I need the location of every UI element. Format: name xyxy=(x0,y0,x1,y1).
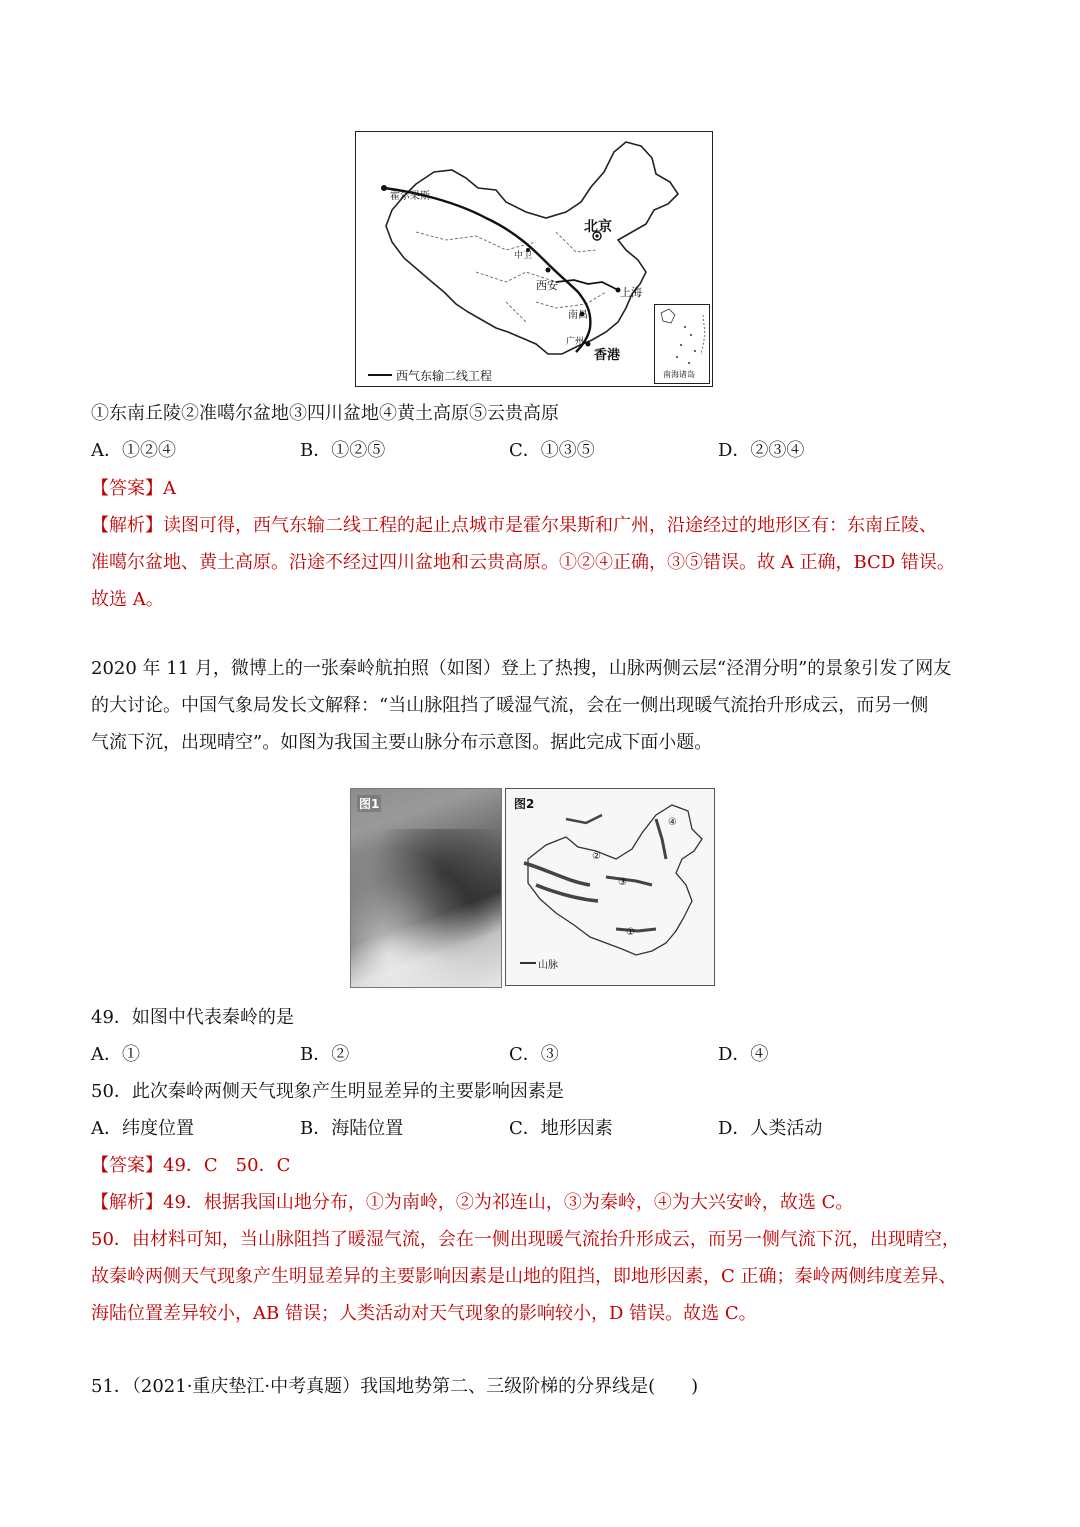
q48-analysis-line-1: 【解析】读图可得，西气东输二线工程的起止点城市是霍尔果斯和广州，沿途经过的地形区有：东南丘陵、 xyxy=(91,515,937,536)
q48-option-d: D．②③④ xyxy=(718,440,805,461)
figure2-tag: 图2 xyxy=(514,797,535,811)
mountain-map xyxy=(505,788,715,986)
q49-stem: 49．如图中代表秦岭的是 xyxy=(91,1007,294,1028)
q50-option-c: C．地形因素 xyxy=(509,1118,613,1139)
q48-option-a: A．①②④ xyxy=(91,440,176,461)
material-line-1: 2020 年 11 月，微博上的一张秦岭航拍照（如图）登上了热搜，山脉两侧云层“泾渭分明”的景象引发了网友 xyxy=(91,658,952,679)
figure1-tag: 图1 xyxy=(359,797,380,811)
inset-caption: 南海诸岛 xyxy=(663,370,695,379)
label-beijing: 北京 xyxy=(584,219,612,235)
q50-option-a: A．纬度位置 xyxy=(91,1118,194,1139)
q50-option-d: D．人类活动 xyxy=(718,1118,823,1139)
mark-2: ② xyxy=(592,851,601,862)
q51-stem: 51．（2021·重庆垫江·中考真题）我国地势第二、三级阶梯的分界线是( ) xyxy=(91,1376,699,1397)
q48-analysis-line-2: 准噶尔盆地、黄土高原。沿途不经过四川盆地和云贵高原。①②④正确，③⑤错误。故 A 正确，BCD 错误。 xyxy=(91,552,955,573)
qinling-figure xyxy=(350,788,715,986)
q50-option-b: B．海陆位置 xyxy=(300,1118,404,1139)
q49-option-d: D．④ xyxy=(718,1044,769,1065)
q49-50-analysis-line-1: 【解析】49．根据我国山地分布，①为南岭，②为祁连山，③为秦岭，④为大兴安岭，故选 C。 xyxy=(91,1192,854,1213)
q49-option-c: C．③ xyxy=(509,1044,559,1065)
mountain-legend: 山脉 xyxy=(538,960,558,971)
q48-option-c: C．①③⑤ xyxy=(509,440,595,461)
south-china-sea-inset xyxy=(654,304,710,384)
q50-stem: 50．此次秦岭两侧天气现象产生明显差异的主要影响因素是 xyxy=(91,1081,564,1102)
label-guangzhou: 广州 xyxy=(566,337,585,347)
map-legend: 西气东输二线工程 xyxy=(396,369,493,383)
material-line-2: 的大讨论。中国气象局发长文解释：“当山脉阻挡了暖湿气流，会在一侧出现暖气流抬升形成云，而另一侧 xyxy=(91,695,929,716)
q49-50-analysis-line-3: 故秦岭两侧天气现象产生明显差异的主要影响因素是山地的阻挡，即地形因素，C 正确；秦岭两侧纬度差异、 xyxy=(91,1266,957,1287)
mark-1: ① xyxy=(626,927,635,938)
label-xianggang: 香港 xyxy=(594,348,621,363)
label-nanchang: 南昌 xyxy=(568,310,588,321)
q49-50-analysis-line-4: 海陆位置差异较小，AB 错误；人类活动对天气现象的影响较小，D 错误。故选 C。 xyxy=(91,1303,757,1324)
aerial-photo xyxy=(350,788,502,988)
q48-answer: 【答案】A xyxy=(91,478,176,499)
q49-50-answer: 【答案】49．C 50．C xyxy=(91,1155,291,1176)
mark-3: ③ xyxy=(618,877,627,888)
label-zhongwei: 中卫 xyxy=(514,251,533,261)
pipeline-map-figure xyxy=(355,131,713,387)
q49-option-a: A．① xyxy=(91,1044,140,1065)
mark-4: ④ xyxy=(668,817,677,828)
q48-analysis-line-3: 故选 A。 xyxy=(91,589,164,610)
label-xian: 西安 xyxy=(536,279,558,292)
label-shanghai: 上海 xyxy=(620,286,642,299)
material-line-3: 气流下沉，出现晴空”。如图为我国主要山脉分布示意图。据此完成下面小题。 xyxy=(91,732,713,753)
q48-option-b: B．①②⑤ xyxy=(300,440,386,461)
label-huoerguosi: 霍尔果斯 xyxy=(390,191,430,202)
q48-choices-line: ①东南丘陵②准噶尔盆地③四川盆地④黄土高原⑤云贵高原 xyxy=(91,403,559,424)
q49-50-analysis-line-2: 50．由材料可知，当山脉阻挡了暖湿气流，会在一侧出现暖气流抬升形成云，而另一侧气流下沉，出现晴空， xyxy=(91,1229,960,1250)
q49-option-b: B．② xyxy=(300,1044,350,1065)
